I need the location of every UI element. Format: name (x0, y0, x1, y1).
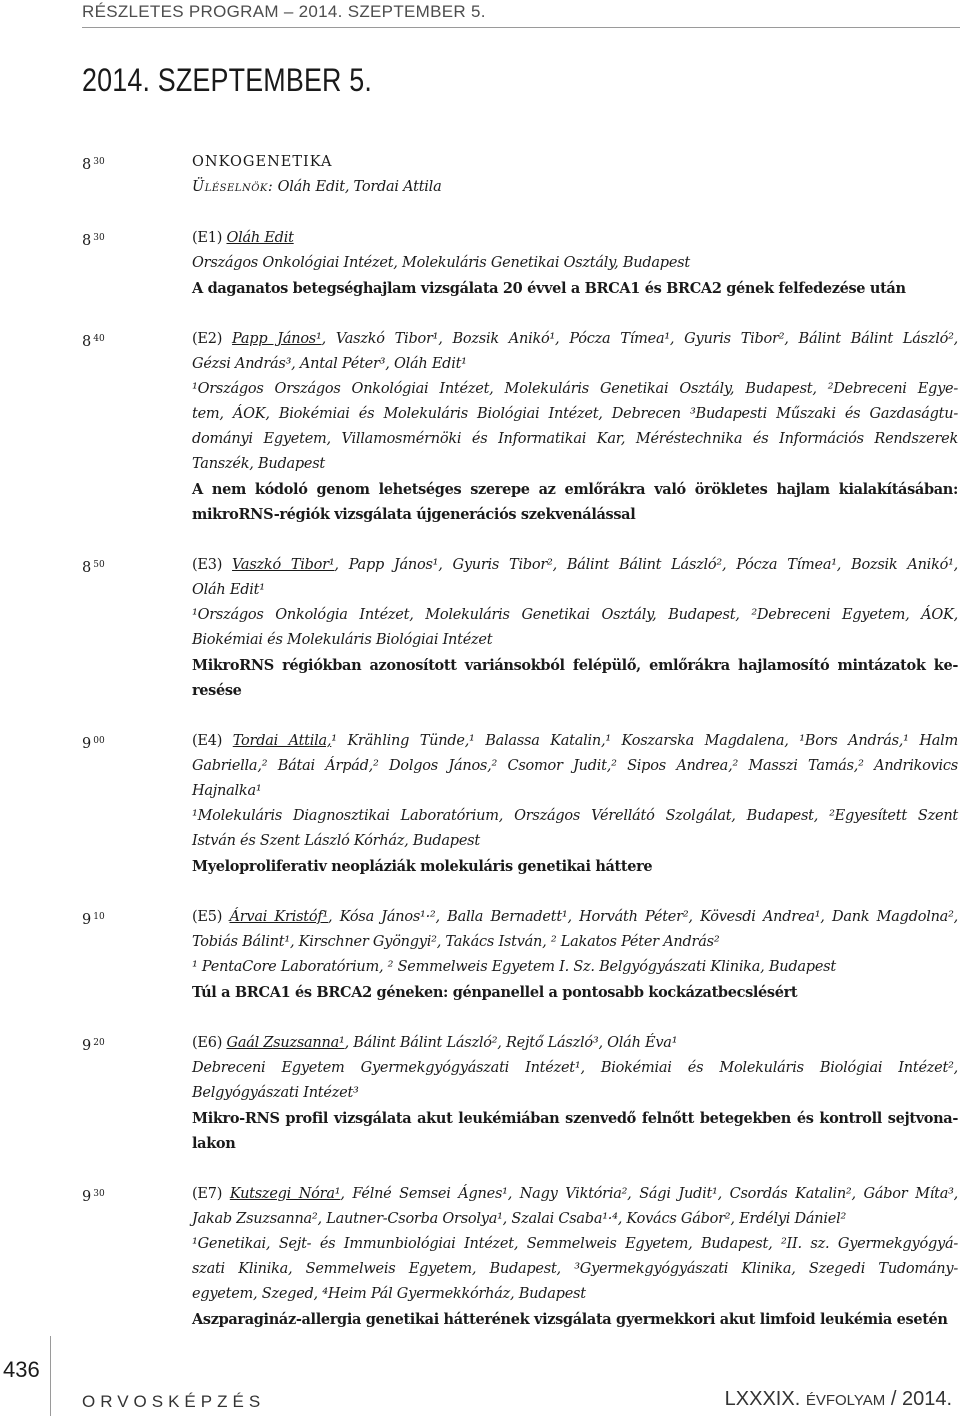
talk-time: 8 $^{50}$ (82, 560, 105, 576)
session-chairs: Üléselnök: Oláh Edit, Tordai Attila (192, 179, 442, 195)
talk-time: 8 $^{40}$ (82, 334, 105, 350)
talk-title: lakon (192, 1135, 236, 1152)
talk-title: mikroRNS-régiók vizsgálata újgenerációs szekvenálással (192, 506, 636, 523)
talk-time: 9 $^{20}$ (82, 1038, 105, 1054)
volume-label: LXXXIX. ÉVFOLYAM / 2014. (724, 1388, 952, 1410)
talk-authors-cont: Oláh Edit¹ (192, 582, 265, 598)
talk-authors: (E3) Vaszkó Tibor¹, Papp János¹, Gyuris Tibor², Bálint Bálint László², Pócza Tímea¹, Bozsik Anikó¹, (192, 557, 959, 573)
header-rule (82, 27, 960, 28)
page-number: 436 (3, 1357, 40, 1382)
talk-authors: (E6) Gaál Zsuzsanna¹, Bálint Bálint László², Rejtő László³, Oláh Éva¹ (192, 1035, 678, 1051)
day-title: 2014. SZEPTEMBER 5. (82, 62, 373, 98)
talk-title: Myeloproliferativ neopláziák molekuláris genetikai háttere (192, 858, 653, 875)
session-time: 8 $^{30}$ (82, 157, 105, 173)
talk-authors-cont: Jakab Zsuzsanna², Lautner-Csorba Orsolya¹, Szalai Csaba¹·⁴, Kovács Gábor², Erdélyi Dániel² (192, 1211, 847, 1227)
talk-e7 (0, 1182, 960, 1332)
talk-affiliation: dományi Egyetem, Villamosmérnöki és Informatikai Kar, Méréstechnika és Információs Rendszerek (192, 431, 958, 447)
talk-affiliation: ¹Molekuláris Diagnosztikai Laboratórium, Országos Vérellátó Szolgálat, Budapest, ²Egyesített Szent (192, 808, 958, 824)
talk-title: resése (192, 682, 242, 699)
talk-affiliation: István és Szent László Kórház, Budapest (192, 833, 480, 849)
session-title: ONKOGENETIKA (192, 154, 333, 170)
presenter-name: Kutszegi Nóra¹ (229, 1186, 341, 1202)
talk-authors-cont: Gézsi András³, Antal Péter³, Oláh Edit¹ (192, 356, 467, 372)
talk-e3 (0, 553, 960, 703)
talk-affiliation: szati Klinika, Semmelweis Egyetem, Budapest, ³Gyermekgyógyászati Klinika, Szegedi Tudomány- (192, 1261, 958, 1277)
talk-title: MikroRNS régiókban azonosított variánsokból felépülő, emlőrákra hajlamosító mintázatok ke- (192, 657, 958, 674)
talk-affiliation: tem, ÁOK, Biokémiai és Molekuláris Biológiai Intézet, Debrecen ³Budapesti Műszaki és Gazdaságtu- (192, 406, 958, 422)
talk-authors-cont: Hajnalka¹ (192, 783, 262, 799)
talk-affiliation: Tanszék, Budapest (192, 456, 325, 472)
talk-affiliation: Debreceni Egyetem Gyermekgyógyászati Intézet¹, Biokémiai és Molekuláris Biológiai Intézet², (192, 1060, 958, 1076)
running-head: RÉSZLETES PROGRAM – 2014. SZEPTEMBER 5. (82, 2, 486, 21)
talk-e2 (0, 327, 960, 527)
talk-e1 (0, 226, 960, 301)
journal-name: ORVOSKÉPZÉS (82, 1392, 266, 1411)
talk-affiliation: Belgyógyászati Intézet³ (192, 1085, 359, 1101)
presenter-name: Gaál Zsuzsanna¹ (226, 1035, 345, 1051)
talk-affiliation: ¹Országos Onkológia Intézet, Molekuláris Genetikai Osztály, Budapest, ²Debreceni Egyetem, ÁOK, (192, 607, 958, 623)
talk-affiliation: ¹Országos Országos Onkológiai Intézet, Molekuláris Genetikai Osztály, Budapest, ²Debreceni Egye- (192, 381, 958, 397)
talk-authors: (E2) Papp János¹, Vaszkó Tibor¹, Bozsik Anikó¹, Pócza Tímea¹, Gyuris Tibor², Bálint Bálint László², (192, 331, 959, 347)
talk-time: 9 $^{10}$ (82, 912, 105, 928)
talk-title: A nem kódoló genom lehetséges szerepe az emlőrákra való örökletes hajlam kialakításában: (192, 481, 958, 498)
talk-title: Túl a BRCA1 és BRCA2 géneken: génpanellel a pontosabb kockázatbecslésért (192, 984, 798, 1001)
program-list (0, 150, 960, 1358)
talk-affiliation: ¹ PentaCore Laboratórium, ² Semmelweis Egyetem I. Sz. Belgyógyászati Klinika, Budapest (192, 959, 836, 975)
talk-authors: (E5) Árvai Kristóf¹, Kósa János¹·², Balla Bernadett¹, Horváth Péter², Kövesdi Andrea¹, Dank Magdolna², (192, 909, 959, 925)
talk-affiliation: ¹Genetikai, Sejt- és Immunbiológiai Intézet, Semmelweis Egyetem, Budapest, ²II. sz. Gyermekgyógyá- (192, 1236, 958, 1252)
presenter-name: Tordai Attila, (232, 733, 332, 749)
talk-authors-cont: Tobiás Bálint¹, Kirschner Gyöngyi², Takács István, ² Lakatos Péter András² (192, 934, 720, 950)
talk-affiliation: Országos Onkológiai Intézet, Molekuláris Genetikai Osztály, Budapest (192, 255, 690, 271)
talk-time: 9 $^{00}$ (82, 736, 105, 752)
talk-authors: (E1) Oláh Edit (192, 230, 294, 246)
presenter-name: Papp János¹ (232, 331, 322, 347)
talk-e6 (0, 1031, 960, 1156)
talk-title: Aszparagináz-allergia genetikai hátterének vizsgálata gyermekkori akut limfoid leukémia esetén (192, 1311, 948, 1328)
talk-time: 8 $^{30}$ (82, 233, 105, 249)
talk-affiliation: Biokémiai és Molekuláris Biológiai Intézet (192, 632, 493, 648)
presenter-name: Vaszkó Tibor¹ (232, 557, 335, 573)
talk-authors-cont: Gabriella,² Bátai Árpád,² Dolgos János,² Csomor Judit,² Sipos Andrea,² Masszi Tamás,² Andrikovics (192, 758, 958, 774)
talk-e4 (0, 729, 960, 879)
talk-authors: (E4) Tordai Attila,¹ Krähling Tünde,¹ Balassa Katalin,¹ Koszarska Magdalena, ¹Bors András,¹ Halm (192, 733, 959, 749)
talk-e5 (0, 905, 960, 1005)
presenter-name: Árvai Kristóf¹ (229, 909, 329, 925)
talk-affiliation: egyetem, Szeged, ⁴Heim Pál Gyermekkórház, Budapest (192, 1286, 586, 1302)
footer-rule (50, 1336, 51, 1416)
talk-authors: (E7) Kutszegi Nóra¹, Félné Semsei Ágnes¹, Nagy Viktória², Sági Judit¹, Csordás Katalin², Gábor Míta³, (192, 1186, 959, 1202)
presenter-name: Oláh Edit (226, 230, 294, 246)
talk-time: 9 $^{30}$ (82, 1189, 105, 1205)
talk-title: Mikro-RNS profil vizsgálata akut leukémiában szenvedő felnőtt betegekben és kontroll sejtvona- (192, 1110, 958, 1127)
session-header (0, 150, 960, 200)
talk-title: A daganatos betegséghajlam vizsgálata 20 évvel a BRCA1 és BRCA2 gének felfedezése után (192, 280, 906, 297)
